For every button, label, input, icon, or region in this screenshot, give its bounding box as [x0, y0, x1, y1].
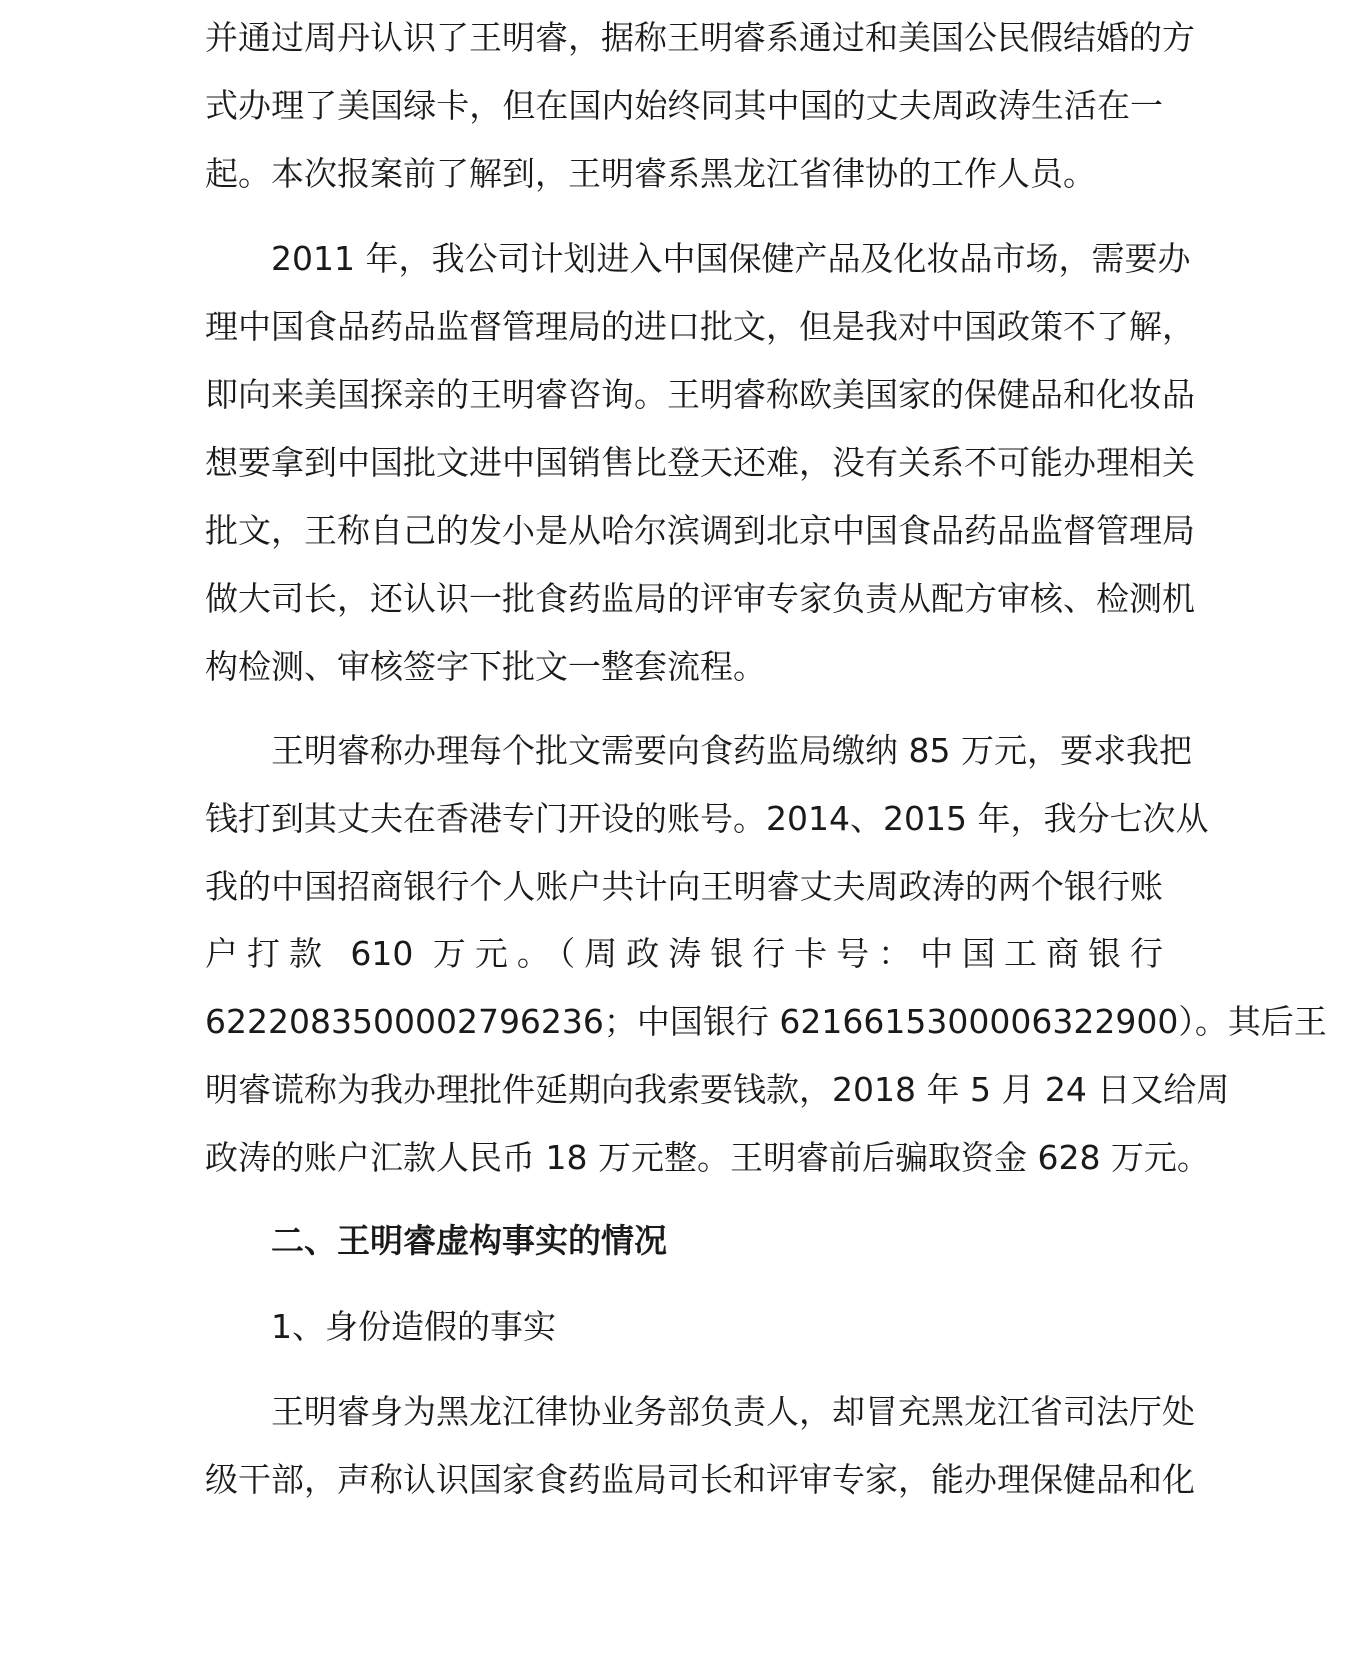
- section-heading: 二、王明睿虚构事实的情况: [271, 1221, 667, 1260]
- text-line: 式办理了美国绿卡，但在国内始终同其中国的丈夫周政涛生活在一: [205, 86, 1163, 125]
- text-line: 理中国食品药品监督管理局的进口批文，但是我对中国政策不了解，: [205, 307, 1195, 346]
- text-line: 构检测、审核签字下批文一整套流程。: [205, 647, 766, 686]
- text-line: 钱打到其丈夫在香港专门开设的账号。2014、2015 年，我分七次从: [205, 799, 1209, 838]
- text-line: 批文，王称自己的发小是从哈尔滨调到北京中国食品药品监督管理局: [205, 511, 1195, 550]
- text-line: 并通过周丹认识了王明睿，据称王明睿系通过和美国公民假结婚的方: [205, 18, 1195, 57]
- text-line: 明睿谎称为我办理批件延期向我索要钱款，2018 年 5 月 24 日又给周: [205, 1070, 1230, 1109]
- text-line: 级干部，声称认识国家食药监局司长和评审专家，能办理保健品和化: [205, 1460, 1195, 1499]
- text-line: 我的中国招商银行个人账户共计向王明睿丈夫周政涛的两个银行账: [205, 867, 1163, 906]
- text-line: 做大司长，还认识一批食药监局的评审专家负责从配方审核、检测机: [205, 579, 1195, 618]
- text-line: 想要拿到中国批文进中国销售比登天还难，没有关系不可能办理相关: [205, 443, 1195, 482]
- text-line: 即向来美国探亲的王明睿咨询。王明睿称欧美国家的保健品和化妆品: [205, 375, 1195, 414]
- text-line: 政涛的账户汇款人民币 18 万元整。王明睿前后骗取资金 628 万元。: [205, 1138, 1210, 1177]
- subsection-heading: 1、身份造假的事实: [271, 1307, 556, 1346]
- text-line: 起。本次报案前了解到，王明睿系黑龙江省律协的工作人员。: [205, 154, 1096, 193]
- paragraph-first-line: 王明睿称办理每个批文需要向食药监局缴纳 85 万元，要求我把: [271, 731, 1192, 770]
- paragraph-first-line: 王明睿身为黑龙江律协业务部负责人，却冒充黑龙江省司法厅处: [271, 1392, 1195, 1431]
- text-line: 户打款 610 万元。（周政涛银行卡号：中国工商银行: [205, 934, 1163, 973]
- text-line: 6222083500002796236；中国银行 6216615300006322900）。其后王: [205, 1002, 1327, 1041]
- paragraph-first-line: 2011 年，我公司计划进入中国保健产品及化妆品市场，需要办: [271, 239, 1191, 278]
